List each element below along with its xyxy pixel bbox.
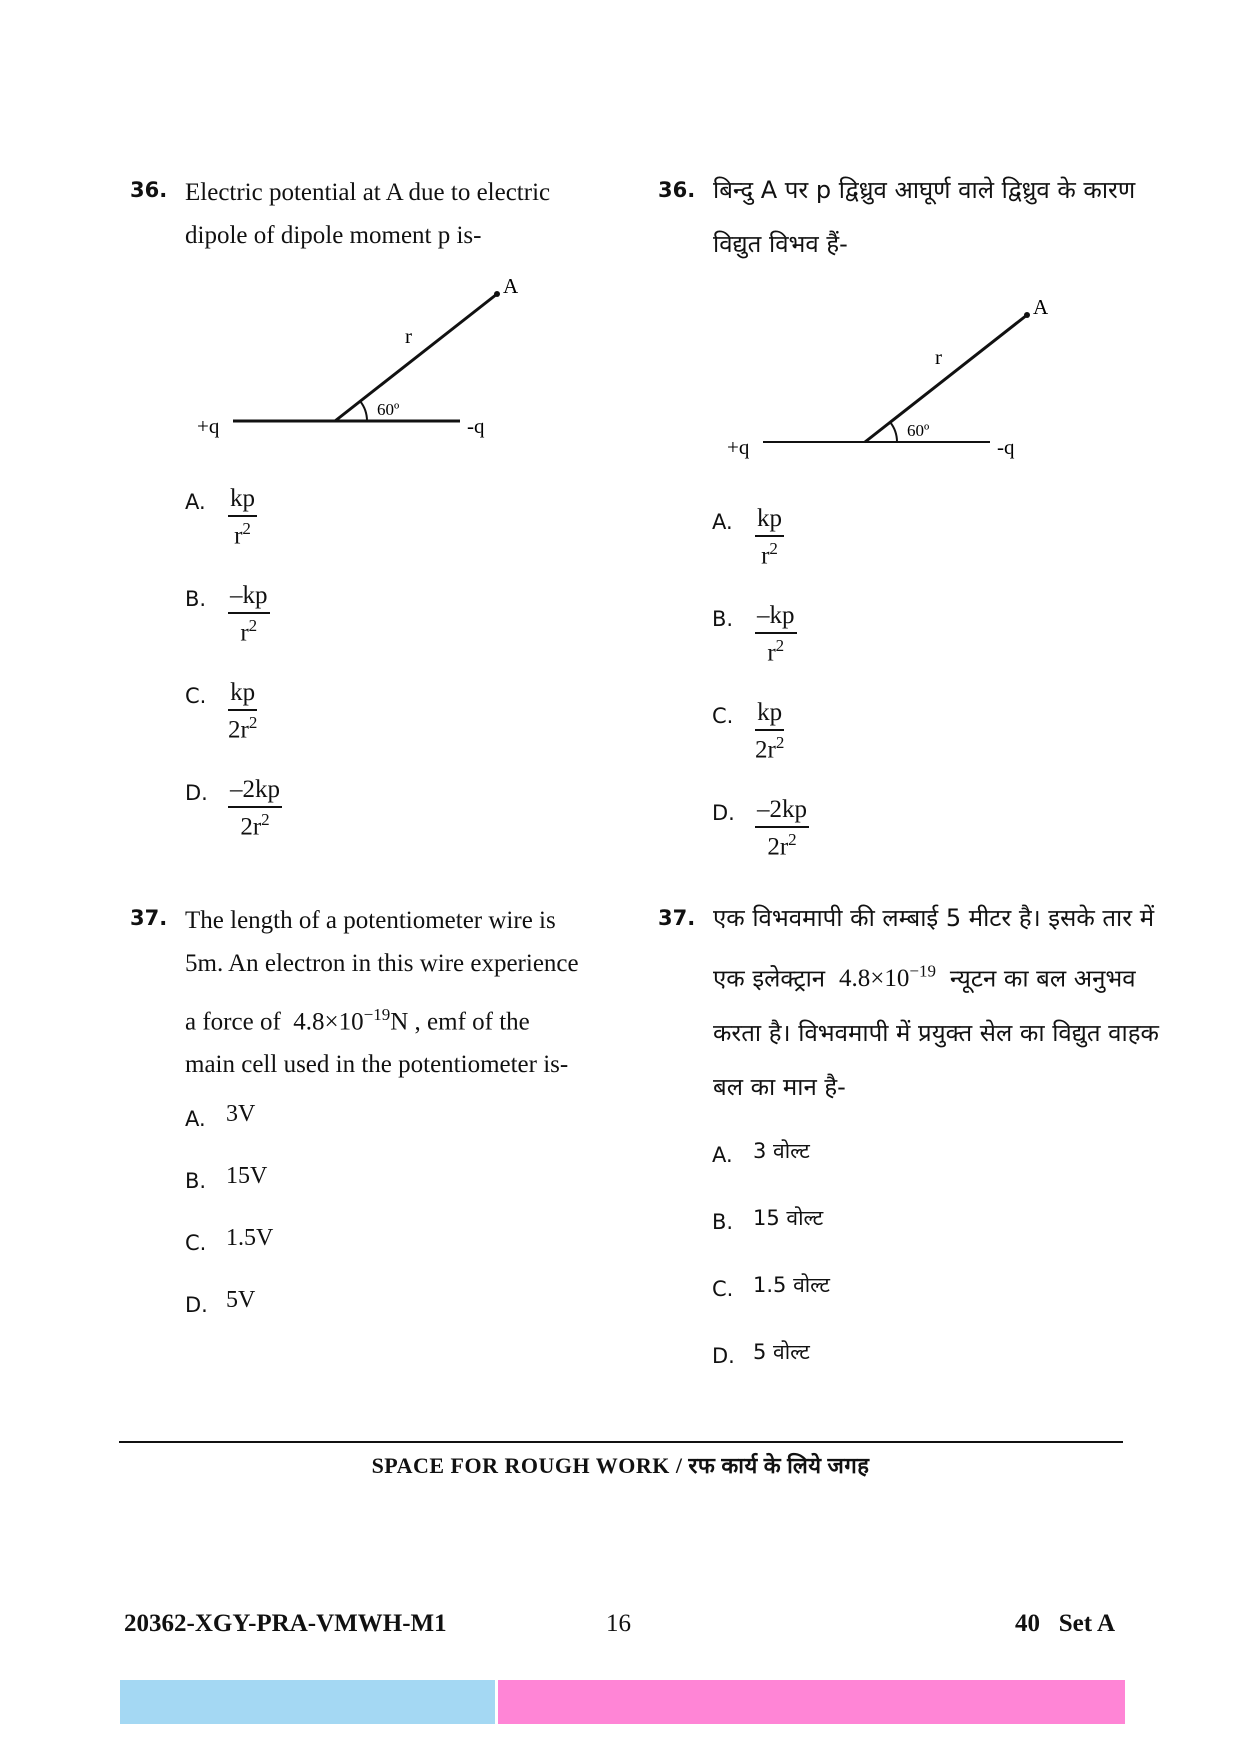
angle-label: 60º xyxy=(377,400,400,419)
option-letter: A. xyxy=(185,1107,206,1131)
denominator: $r^2$ xyxy=(761,538,778,569)
option-letter: C. xyxy=(712,704,734,728)
option-letter: D. xyxy=(712,801,735,825)
question-text-line: एक विभवमापी की लम्बाई 5 मीटर है। इसके तार में xyxy=(713,904,1155,932)
option-d-text[interactable]: 5V xyxy=(226,1287,256,1313)
option-a-fraction[interactable] xyxy=(755,505,784,570)
option-b-fraction[interactable] xyxy=(755,602,797,667)
denominator: $2r^2$ xyxy=(755,732,785,763)
angle-label: 60º xyxy=(907,421,930,440)
question-text-line: The length of a potentiometer wire is xyxy=(185,907,556,934)
question-text-line: करता है। विभवमापी में प्रयुक्त सेल का विद्युत वाहक xyxy=(713,1019,1159,1048)
footer-color-bar-pink xyxy=(498,1680,1125,1724)
question-text xyxy=(185,171,550,257)
option-letter: C. xyxy=(185,1231,207,1255)
option-letter: B. xyxy=(712,607,734,631)
option-d-fraction[interactable] xyxy=(228,776,282,841)
numerator: –kp xyxy=(757,602,795,629)
option-a-text[interactable]: 3V xyxy=(226,1101,256,1127)
label-a: A xyxy=(1033,296,1049,319)
option-d-fraction[interactable] xyxy=(755,796,809,861)
option-letter: C. xyxy=(712,1277,734,1301)
option-letter: B. xyxy=(185,587,207,611)
question-text-line: main cell used in the potentiometer is- xyxy=(185,1051,569,1079)
question-text-line: dipole of dipole moment p is- xyxy=(185,222,482,249)
footer-color-bar-blue xyxy=(120,1680,495,1724)
position-vector-line xyxy=(865,315,1027,442)
label-r: r xyxy=(405,324,412,348)
angle-arc xyxy=(890,422,897,442)
question-text-line: 5m. An electron in this wire experience xyxy=(185,950,579,977)
denominator: $2r^2$ xyxy=(228,712,258,743)
set-label: 40 Set A xyxy=(1015,1610,1115,1637)
numerator: kp xyxy=(757,505,782,532)
angle-arc xyxy=(360,401,367,421)
dipole-diagram xyxy=(725,296,1065,471)
option-b-text[interactable]: 15V xyxy=(226,1163,268,1189)
option-c-text[interactable]: 1.5V xyxy=(226,1225,274,1251)
option-b-text[interactable]: 15 वोल्ट xyxy=(753,1206,824,1230)
question-text xyxy=(713,891,1159,1114)
question-text-line: Electric potential at A due to electric xyxy=(185,179,551,206)
point-a-dot xyxy=(494,291,500,297)
label-a: A xyxy=(503,275,519,298)
option-letter: A. xyxy=(712,1143,733,1167)
option-letter: A. xyxy=(712,510,733,534)
option-letter: C. xyxy=(185,684,207,708)
option-letter: D. xyxy=(185,1293,208,1317)
question-text-line: बल का मान है- xyxy=(713,1073,846,1102)
dipole-diagram xyxy=(195,275,535,450)
option-c-fraction[interactable] xyxy=(755,699,784,764)
section-divider xyxy=(119,1441,1123,1443)
denominator: $r^2$ xyxy=(767,635,785,666)
label-plus-q: +q xyxy=(727,435,750,459)
label-r: r xyxy=(935,345,942,369)
question-text xyxy=(713,163,1135,271)
question-text-line: बिन्दु A पर p द्विध्रुव आघूर्ण वाले द्विध्रुव के कारण xyxy=(713,176,1136,204)
option-letter: B. xyxy=(185,1169,207,1193)
option-letter: D. xyxy=(185,781,208,805)
option-a-fraction[interactable] xyxy=(228,485,257,550)
option-a-text[interactable]: 3 वोल्ट xyxy=(753,1139,810,1163)
question-text-line: विद्युत विभव हैं- xyxy=(713,230,848,258)
rough-work-heading: SPACE FOR ROUGH WORK / रफ कार्य के लिये जगह xyxy=(371,1453,870,1478)
option-d-text[interactable]: 5 वोल्ट xyxy=(753,1340,810,1364)
question-text xyxy=(185,899,579,1086)
numerator: kp xyxy=(757,699,783,726)
point-a-dot xyxy=(1024,312,1030,318)
numerator: –2kp xyxy=(757,796,807,823)
position-vector-line xyxy=(335,294,497,421)
option-letter: A. xyxy=(185,490,206,514)
numerator: kp xyxy=(230,485,255,512)
numerator: –2kp xyxy=(230,776,280,803)
denominator: $r^2$ xyxy=(234,518,251,549)
option-c-text[interactable]: 1.5 वोल्ट xyxy=(753,1273,830,1297)
label-minus-q: -q xyxy=(997,435,1015,459)
question-text-line: एक इलेक्ट्रान $4.8\times 10^{-19}$ न्यूटन का बल अनुभव xyxy=(713,962,1136,993)
numerator: kp xyxy=(230,679,256,706)
denominator: $r^2$ xyxy=(240,615,258,646)
option-letter: D. xyxy=(712,1344,735,1368)
question-text-line: a force of $4.8\times 10^{-19}N$ , emf of the xyxy=(185,1005,530,1036)
question-number: 36. xyxy=(658,178,696,202)
label-plus-q: +q xyxy=(197,414,220,438)
option-c-fraction[interactable] xyxy=(228,679,257,744)
question-number: 37. xyxy=(130,906,168,930)
option-letter: B. xyxy=(712,1210,734,1234)
page-number: 16 xyxy=(606,1610,631,1637)
denominator: $2r^2$ xyxy=(767,829,797,860)
option-b-fraction[interactable] xyxy=(228,582,270,647)
question-number: 37. xyxy=(658,906,696,930)
paper-code: 20362-XGY-PRA-VMWH-M1 xyxy=(124,1610,447,1637)
denominator: $2r^2$ xyxy=(240,809,270,840)
numerator: –kp xyxy=(230,582,268,609)
label-minus-q: -q xyxy=(467,414,485,438)
question-number: 36. xyxy=(130,178,168,202)
